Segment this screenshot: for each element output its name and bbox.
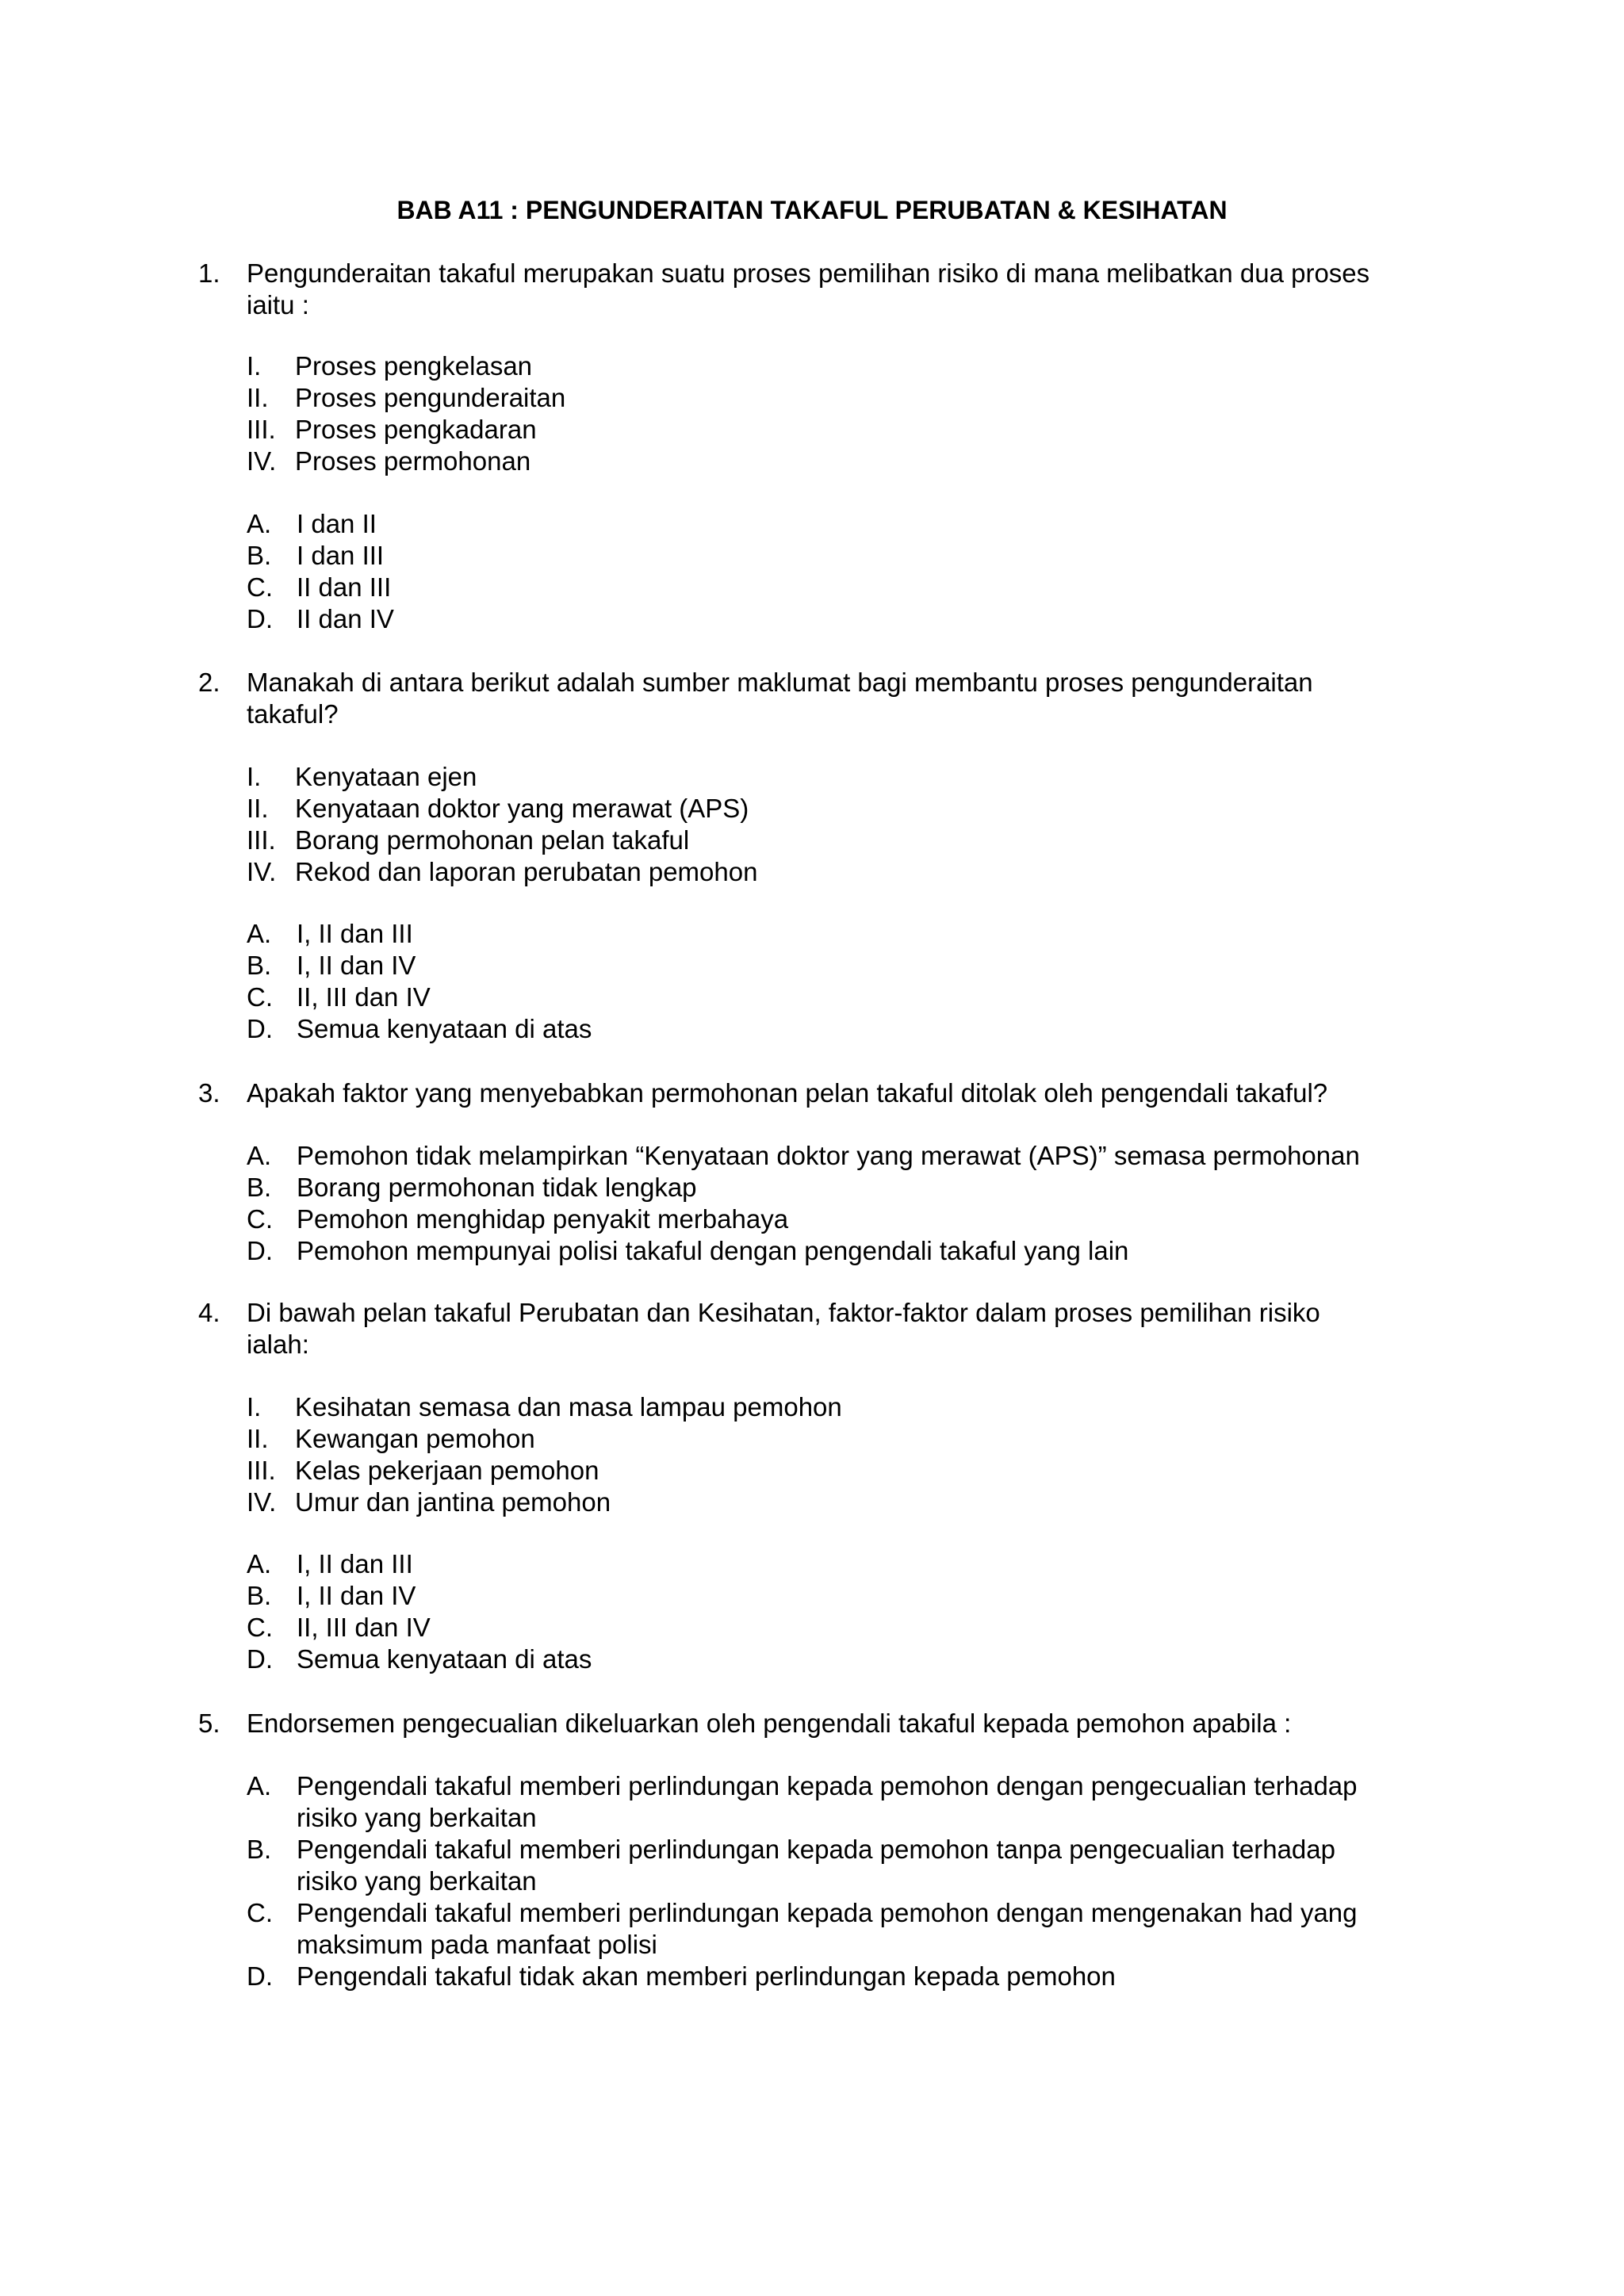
option-marker: C. — [247, 1898, 273, 1927]
statement-text: Borang permohonan pelan takaful — [295, 825, 690, 855]
statement-marker: II. — [247, 383, 269, 412]
question-text-line: Pengunderaitan takaful merupakan suatu proses pemilihan risiko di mana melibatkan dua proses — [247, 258, 1370, 288]
statement-marker: III. — [247, 415, 276, 444]
option-text: II dan III — [297, 572, 392, 602]
option-text-line: Pengendali takaful memberi perlindungan kepada pemohon dengan pengecualian terhadap — [297, 1771, 1358, 1800]
option-marker: D. — [247, 1236, 273, 1265]
question-text-line: Manakah di antara berikut adalah sumber maklumat bagi membantu proses pengunderaitan — [247, 668, 1313, 697]
statement-list — [247, 761, 1436, 888]
question-number: 2. — [198, 668, 220, 697]
option-item — [247, 508, 1436, 540]
option-marker: B. — [247, 1581, 272, 1610]
option-marker: D. — [247, 1961, 273, 1991]
option-item — [247, 982, 1436, 1013]
question-number: 3. — [198, 1078, 220, 1108]
option-list — [247, 918, 1436, 1045]
question-text-line: Endorsemen pengecualian dikeluarkan oleh pengendali takaful kepada pemohon apabila : — [247, 1709, 1292, 1738]
option-text: Pemohon tidak melampirkan “Kenyataan doktor yang merawat (APS)” semasa permohonan — [297, 1141, 1360, 1170]
option-list — [247, 1140, 1436, 1267]
option-item — [247, 603, 1436, 635]
option-list — [247, 508, 1436, 635]
option-item — [247, 918, 1436, 950]
statement-marker: IV. — [247, 857, 277, 886]
statement-text: Kenyataan ejen — [295, 762, 477, 791]
statement-item — [247, 825, 1436, 856]
option-text — [297, 1770, 1454, 1834]
statement-text: Proses pengkadaran — [295, 415, 537, 444]
option-marker: D. — [247, 1014, 273, 1043]
option-marker: B. — [247, 1835, 272, 1864]
option-item — [247, 1140, 1436, 1172]
option-marker: B. — [247, 951, 272, 980]
statement-item — [247, 446, 1436, 477]
statement-text: Kewangan pemohon — [295, 1424, 535, 1453]
option-item — [247, 1770, 1436, 1834]
option-text: Borang permohonan tidak lengkap — [297, 1173, 697, 1202]
option-item — [247, 1172, 1436, 1203]
statement-text: Proses pengkelasan — [295, 351, 533, 381]
option-item — [247, 1644, 1436, 1675]
option-marker: D. — [247, 1644, 273, 1674]
option-marker: C. — [247, 982, 273, 1012]
option-text: II, III dan IV — [297, 982, 431, 1012]
statement-text: Rekod dan laporan perubatan pemohon — [295, 857, 758, 886]
option-text-line: maksimum pada manfaat polisi — [297, 1930, 657, 1959]
option-text — [297, 1897, 1454, 1961]
statement-marker: IV. — [247, 446, 277, 476]
option-text: II dan IV — [297, 604, 394, 633]
statement-item — [247, 1423, 1436, 1455]
option-text-line: risiko yang berkaitan — [297, 1803, 537, 1832]
option-marker: A. — [247, 1549, 272, 1578]
option-item — [247, 1961, 1436, 1992]
question-text-line: Apakah faktor yang menyebabkan permohonan pelan takaful ditolak oleh pengendali takaful? — [247, 1078, 1328, 1108]
option-text-line: Pengendali takaful memberi perlindungan kepada pemohon tanpa pengecualian terhadap — [297, 1835, 1335, 1864]
option-item — [247, 1612, 1436, 1644]
statement-marker: II. — [247, 1424, 269, 1453]
option-item — [247, 1834, 1436, 1897]
option-text: Pengendali takaful tidak akan memberi perlindungan kepada pemohon — [297, 1961, 1116, 1991]
statement-item — [247, 1391, 1436, 1423]
statement-list — [247, 1391, 1436, 1518]
statement-text: Proses pengunderaitan — [295, 383, 566, 412]
option-marker: A. — [247, 919, 272, 948]
statement-text: Kesihatan semasa dan masa lampau pemohon — [295, 1392, 842, 1422]
option-marker: B. — [247, 541, 272, 570]
statement-marker: IV. — [247, 1487, 277, 1517]
option-marker: A. — [247, 509, 272, 538]
question-text-line: ialah: — [247, 1330, 309, 1359]
question-text-line: takaful? — [247, 699, 339, 729]
option-text: Semua kenyataan di atas — [297, 1014, 592, 1043]
option-marker: C. — [247, 572, 273, 602]
statement-item — [247, 856, 1436, 888]
option-marker: D. — [247, 604, 273, 633]
statement-marker: I. — [247, 351, 262, 381]
option-text: I, II dan IV — [297, 1581, 416, 1610]
option-marker: C. — [247, 1204, 273, 1234]
statement-item — [247, 1487, 1436, 1518]
statement-marker: II. — [247, 794, 269, 823]
statement-marker: I. — [247, 762, 262, 791]
option-item — [247, 1580, 1436, 1612]
option-text: II, III dan IV — [297, 1613, 431, 1642]
option-marker: A. — [247, 1771, 272, 1800]
statement-item — [247, 414, 1436, 446]
statement-item — [247, 793, 1436, 825]
question-text-line: iaitu : — [247, 290, 309, 320]
option-list — [247, 1548, 1436, 1675]
statement-text: Kenyataan doktor yang merawat (APS) — [295, 794, 749, 823]
option-text: I dan III — [297, 541, 385, 570]
option-text — [297, 1834, 1454, 1897]
statement-text: Kelas pekerjaan pemohon — [295, 1456, 599, 1485]
statement-marker: I. — [247, 1392, 262, 1422]
question-number: 1. — [198, 258, 220, 288]
option-text-line: risiko yang berkaitan — [297, 1866, 537, 1896]
option-text: I dan II — [297, 509, 377, 538]
option-item — [247, 572, 1436, 603]
option-item — [247, 1548, 1436, 1580]
option-item — [247, 1897, 1436, 1961]
option-text: I, II dan III — [297, 1549, 413, 1578]
option-item — [247, 1013, 1436, 1045]
option-text-line: Pengendali takaful memberi perlindungan kepada pemohon dengan mengenakan had yang — [297, 1898, 1358, 1927]
question-text-line: Di bawah pelan takaful Perubatan dan Kesihatan, faktor-faktor dalam proses pemilihan risiko — [247, 1298, 1320, 1327]
option-text: Pemohon menghidap penyakit merbahaya — [297, 1204, 789, 1234]
statement-item — [247, 1455, 1436, 1487]
option-marker: A. — [247, 1141, 272, 1170]
option-item — [247, 1235, 1436, 1267]
option-item — [247, 1203, 1436, 1235]
question-number: 5. — [198, 1709, 220, 1738]
statement-list — [247, 350, 1436, 477]
statement-item — [247, 382, 1436, 414]
option-text: Semua kenyataan di atas — [297, 1644, 592, 1674]
option-text: I, II dan IV — [297, 951, 416, 980]
statement-text: Umur dan jantina pemohon — [295, 1487, 611, 1517]
option-text: Pemohon mempunyai polisi takaful dengan pengendali takaful yang lain — [297, 1236, 1129, 1265]
option-text: I, II dan III — [297, 919, 413, 948]
option-marker: C. — [247, 1613, 273, 1642]
statement-marker: III. — [247, 1456, 276, 1485]
option-item — [247, 950, 1436, 982]
statement-marker: III. — [247, 825, 276, 855]
option-list — [247, 1770, 1436, 1992]
statement-item — [247, 350, 1436, 382]
option-item — [247, 540, 1436, 572]
page-title: BAB A11 : PENGUNDERAITAN TAKAFUL PERUBATAN & KESIHATAN — [396, 196, 1228, 224]
question-number: 4. — [198, 1298, 220, 1327]
statement-text: Proses permohonan — [295, 446, 531, 476]
option-marker: B. — [247, 1173, 272, 1202]
statement-item — [247, 761, 1436, 793]
